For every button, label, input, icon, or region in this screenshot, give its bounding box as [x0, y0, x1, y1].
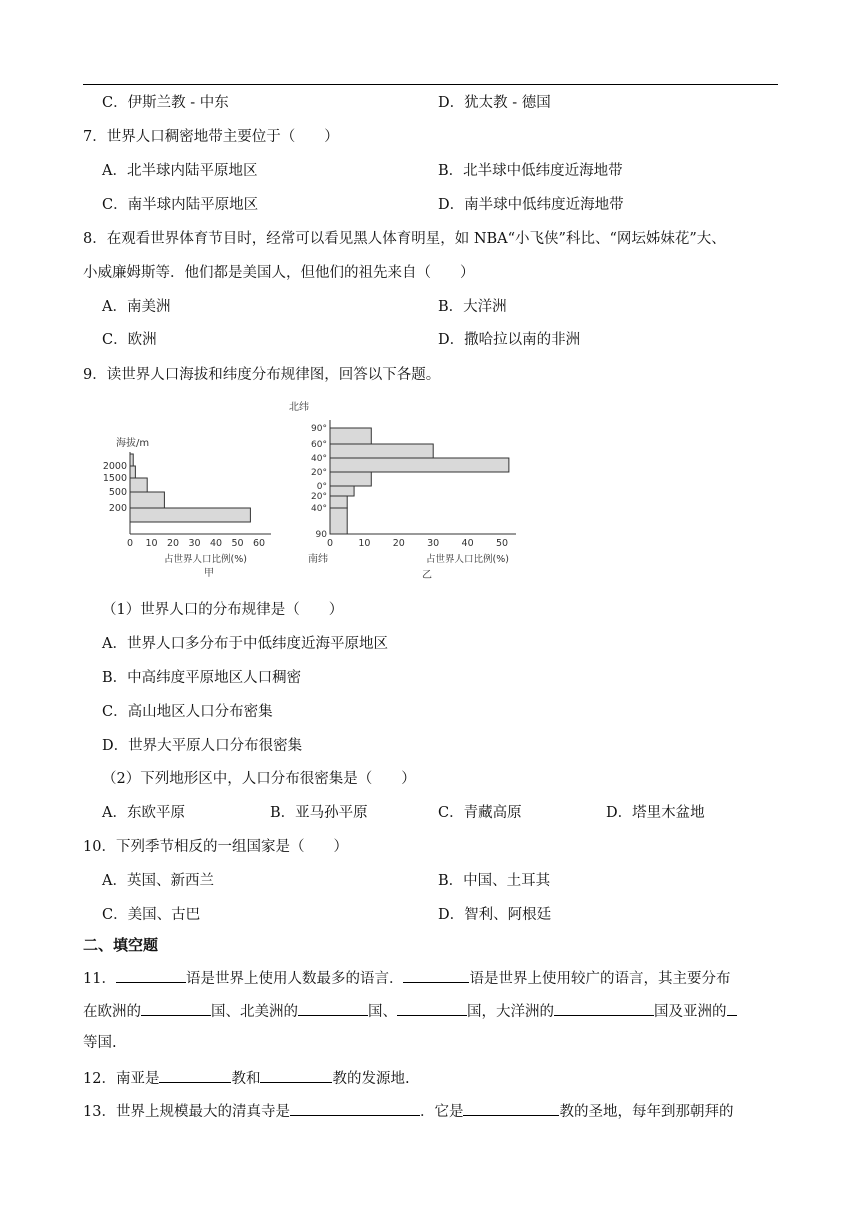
q9-sub1-option-d[interactable]: D．世界大平原人口分布很密集: [102, 738, 303, 754]
q6-option-d[interactable]: D．犹太教 - 德国: [438, 95, 551, 111]
q11-blank-4[interactable]: [298, 999, 368, 1016]
chart-yi-xtick: 20: [392, 538, 405, 549]
q11-text-4: 在欧洲的: [83, 1004, 141, 1020]
q10-stem: 10．下列季节相反的一组国家是（ ）: [83, 839, 348, 855]
chart-yi-ytick: 40°: [311, 454, 327, 464]
q8-option-a[interactable]: A．南美洲: [102, 299, 171, 315]
q11-blank-2[interactable]: [403, 966, 469, 983]
q10-option-a[interactable]: A．英国、新西兰: [102, 873, 214, 889]
q9-sub1-option-c[interactable]: C．高山地区人口分布密集: [102, 704, 273, 720]
q11-blank-5[interactable]: [397, 999, 467, 1016]
q11-text-5: 国、北美洲的: [211, 1004, 298, 1020]
chart-jia: [103, 436, 271, 579]
chart-jia-caption: 甲: [204, 568, 214, 579]
chart-jia-ytick: 200: [108, 503, 127, 514]
chart-jia-xtick: 10: [145, 538, 158, 549]
q13-text-3: 教的圣地，每年到那朝拜的: [559, 1104, 734, 1120]
chart-yi-ytick: 90°: [311, 424, 327, 434]
q11-blank-1[interactable]: [116, 966, 186, 983]
q11-text-6: 国、: [368, 1004, 397, 1020]
q11-number: 11．: [83, 971, 116, 987]
header-rule: [83, 84, 778, 85]
chart-jia-ylabel: 海拔/m: [116, 438, 150, 449]
q9-sub2-option-a[interactable]: A．东欧平原: [102, 805, 185, 821]
q8-option-b[interactable]: B．大洋洲: [438, 299, 507, 315]
chart-jia-bar: [130, 466, 135, 478]
section-fill-in-blank-title: 二、填空题: [83, 936, 159, 954]
chart-jia-bar: [130, 454, 133, 466]
chart-jia-ytick: 2000: [102, 461, 127, 472]
q8-option-c[interactable]: C．欧洲: [102, 332, 157, 348]
chart-yi-ytick: 0°: [316, 482, 327, 492]
q13-blank-1[interactable]: [290, 1099, 420, 1116]
q9-sub2-option-d[interactable]: D．塔里木盆地: [606, 805, 705, 821]
q8-option-d[interactable]: D．撒哈拉以南的非洲: [438, 332, 581, 348]
chart-jia-ytick: 1500: [102, 473, 127, 484]
chart-yi-bar: [330, 444, 433, 458]
q10-option-b[interactable]: B．中国、土耳其: [438, 873, 551, 889]
chart-yi-xtick: 50: [495, 538, 509, 549]
chart-yi-xtick: 30: [427, 538, 440, 549]
chart-jia-bar: [130, 508, 250, 522]
chart-yi-bar: [330, 458, 509, 472]
chart-jia-ytick: 500: [108, 487, 127, 498]
q7-option-d[interactable]: D．南半球中低纬度近海地带: [438, 197, 624, 213]
q8-stem-line2: 小威廉姆斯等．他们都是美国人，但他们的祖先来自（ ）: [83, 265, 475, 281]
q10-option-d[interactable]: D．智利、阿根廷: [438, 907, 552, 923]
chart-jia-xtick: 50: [231, 538, 244, 549]
q11-text-8: 国及亚洲的: [654, 1004, 727, 1020]
chart-jia-xtick: 0: [126, 538, 134, 549]
q7-stem: 7．世界人口稠密地带主要位于（ ）: [83, 129, 339, 145]
q11-line2: [83, 999, 737, 1022]
q9-sub2-option-b[interactable]: B．亚马孙平原: [270, 805, 368, 821]
chart-yi-ytick: 20°: [311, 492, 327, 502]
chart-yi: [289, 400, 516, 581]
q12-blank-2[interactable]: [260, 1066, 332, 1083]
q11-line3: 等国.: [83, 1035, 117, 1051]
chart-yi-bar: [330, 428, 371, 444]
q8-stem-line1: 8．在观看世界体育节目时，经常可以看见黑人体育明星，如 NBA“小飞侠”科比、“网坛姊妹花”大、: [83, 231, 726, 247]
q12-text-2: 教和: [231, 1071, 261, 1087]
chart-jia-xlabel: 占世界人口比例(%): [164, 554, 247, 565]
chart-jia-xtick: 40: [209, 538, 223, 549]
q13-text-2: ．它是: [419, 1104, 464, 1120]
chart-yi-ytick: 90: [315, 530, 327, 540]
q13-line: [83, 1099, 733, 1122]
chart-yi-caption: 乙: [422, 570, 432, 581]
chart-jia-xtick: 60: [252, 538, 266, 549]
q11-text-2: 语是世界上使用人数最多的语言．: [185, 971, 404, 987]
chart-yi-ytick: 60°: [311, 440, 327, 450]
q9-sub1-option-a[interactable]: A．世界人口多分布于中低纬度近海平原地区: [102, 636, 388, 652]
q13-text-1: 13．世界上规模最大的清真寺是: [83, 1104, 290, 1120]
q7-option-b[interactable]: B．北半球中低纬度近海地带: [438, 163, 623, 179]
q11-text-7: 国，大洋洲的: [467, 1004, 554, 1020]
chart-yi-bar: [330, 486, 354, 496]
chart-yi-bar: [330, 508, 347, 534]
chart-yi-bar: [330, 496, 347, 508]
q11-text-3: 语是世界上使用较广的语言，其主要分布: [469, 971, 731, 987]
chart-yi-bar: [330, 472, 371, 486]
q12-blank-1[interactable]: [159, 1066, 231, 1083]
q11-blank-6[interactable]: [554, 999, 654, 1016]
chart-jia-xtick: 20: [166, 538, 180, 549]
population-distribution-figure: [96, 396, 546, 588]
chart-yi-ylabel-bottom: 南纬: [308, 554, 328, 565]
q11-line1: [83, 966, 730, 989]
q9-sub1-stem: （1）世界人口的分布规律是（ ）: [102, 602, 344, 618]
q9-sub1-option-b[interactable]: B．中高纬度平原地区人口稠密: [102, 670, 302, 686]
q12-text-1: 12．南亚是: [83, 1071, 160, 1087]
q7-option-c[interactable]: C．南半球内陆平原地区: [102, 197, 259, 213]
q9-stem: 9．读世界人口海拔和纬度分布规律图，回答以下各题。: [83, 367, 441, 383]
chart-yi-ytick: 20°: [311, 468, 327, 478]
q6-option-c[interactable]: C．伊斯兰教 - 中东: [102, 95, 229, 111]
q10-option-c[interactable]: C．美国、古巴: [102, 907, 201, 923]
chart-jia-xtick: 30: [188, 538, 201, 549]
q12-line: [83, 1066, 410, 1089]
chart-jia-bar: [130, 478, 147, 492]
q7-option-a[interactable]: A．北半球内陆平原地区: [102, 163, 258, 179]
q11-blank-7[interactable]: [727, 999, 737, 1016]
q11-blank-3[interactable]: [141, 999, 211, 1016]
chart-jia-bar: [130, 492, 164, 508]
q13-blank-2[interactable]: [463, 1099, 559, 1116]
q9-sub2-option-c[interactable]: C．青藏高原: [438, 805, 522, 821]
q9-sub2-stem: （2）下列地形区中，人口分布很密集是（ ）: [102, 771, 416, 787]
q12-text-3: 教的发源地.: [332, 1071, 410, 1087]
chart-yi-xtick: 40: [461, 538, 474, 549]
chart-yi-xtick: 0: [326, 538, 334, 549]
chart-yi-ylabel-top: 北纬: [289, 402, 309, 413]
chart-yi-ytick: 40°: [311, 504, 327, 514]
chart-yi-xlabel: 占世界人口比例(%): [426, 554, 509, 565]
chart-yi-xtick: 10: [358, 538, 371, 549]
